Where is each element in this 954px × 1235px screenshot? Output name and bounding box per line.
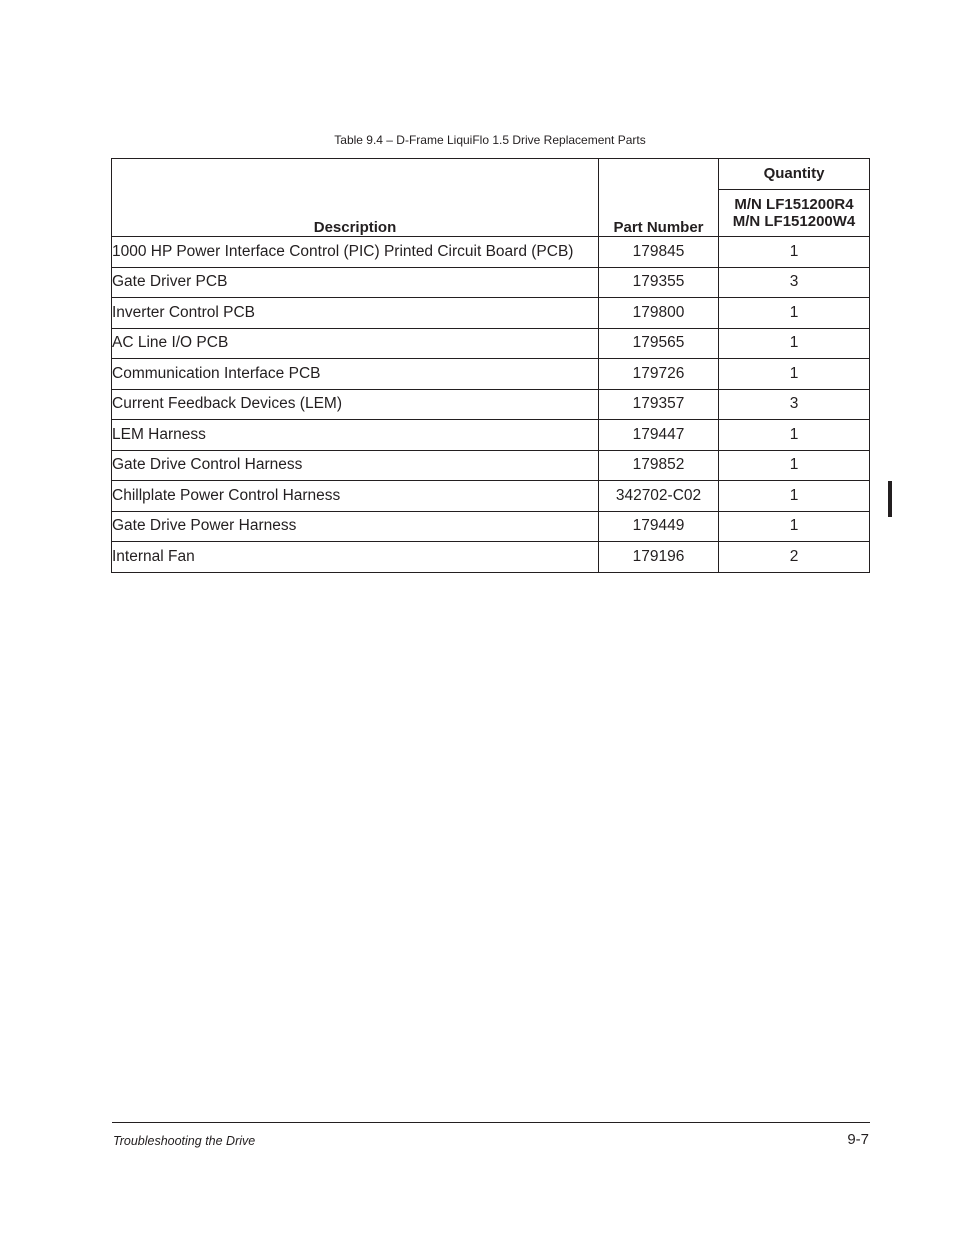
part-number-cell: 179447 bbox=[599, 420, 719, 451]
table-body bbox=[112, 237, 870, 573]
quantity-cell: 1 bbox=[719, 450, 870, 481]
part-number-cell: 179196 bbox=[599, 542, 719, 573]
table-row bbox=[112, 328, 870, 359]
page-number: 9-7 bbox=[847, 1131, 869, 1148]
part-number-cell: 179357 bbox=[599, 389, 719, 420]
quantity-cell: 1 bbox=[719, 511, 870, 542]
part-description-cell: LEM Harness bbox=[112, 420, 599, 451]
part-description-cell: Chillplate Power Control Harness bbox=[112, 481, 599, 512]
quantity-cell: 1 bbox=[719, 420, 870, 451]
table-row bbox=[112, 420, 870, 451]
table-header bbox=[112, 159, 870, 237]
model-number-w4: M/N LF151200W4 bbox=[732, 213, 856, 230]
part-description-cell: Communication Interface PCB bbox=[112, 359, 599, 390]
part-description-cell: AC Line I/O PCB bbox=[112, 328, 599, 359]
quantity-cell: 2 bbox=[719, 542, 870, 573]
replacement-parts-table bbox=[111, 158, 870, 573]
part-number-cell: 179800 bbox=[599, 298, 719, 329]
table-caption: Table 9.4 – D-Frame LiquiFlo 1.5 Drive Replacement Parts bbox=[334, 133, 646, 147]
footer-divider bbox=[112, 1122, 870, 1123]
part-number-cell: 179565 bbox=[599, 328, 719, 359]
part-description-cell: Internal Fan bbox=[112, 542, 599, 573]
quantity-cell: 1 bbox=[719, 481, 870, 512]
table-row bbox=[112, 267, 870, 298]
part-number-cell: 342702-C02 bbox=[599, 481, 719, 512]
quantity-cell: 1 bbox=[719, 328, 870, 359]
part-description-cell: Gate Drive Power Harness bbox=[112, 511, 599, 542]
header-quantity: Quantity bbox=[719, 159, 870, 190]
table-row bbox=[112, 298, 870, 329]
revision-change-bar bbox=[888, 481, 892, 517]
table-row bbox=[112, 511, 870, 542]
header-model-numbers bbox=[719, 190, 870, 237]
table-row bbox=[112, 359, 870, 390]
part-description-cell: Gate Drive Control Harness bbox=[112, 450, 599, 481]
quantity-cell: 1 bbox=[719, 237, 870, 268]
model-number-r4: M/N LF151200R4 bbox=[734, 195, 854, 213]
part-description-cell: Inverter Control PCB bbox=[112, 298, 599, 329]
header-description: Description bbox=[112, 159, 599, 237]
part-number-cell: 179852 bbox=[599, 450, 719, 481]
part-description-cell: 1000 HP Power Interface Control (PIC) Printed Circuit Board (PCB) bbox=[112, 237, 599, 268]
part-number-cell: 179845 bbox=[599, 237, 719, 268]
part-number-cell: 179355 bbox=[599, 267, 719, 298]
part-number-cell: 179449 bbox=[599, 511, 719, 542]
table-row bbox=[112, 450, 870, 481]
quantity-cell: 1 bbox=[719, 359, 870, 390]
quantity-cell: 3 bbox=[719, 267, 870, 298]
footer-section-title: Troubleshooting the Drive bbox=[113, 1134, 256, 1148]
quantity-cell: 3 bbox=[719, 389, 870, 420]
part-description-cell: Current Feedback Devices (LEM) bbox=[112, 389, 599, 420]
table-row bbox=[112, 542, 870, 573]
quantity-cell: 1 bbox=[719, 298, 870, 329]
table-row bbox=[112, 389, 870, 420]
header-part-number: Part Number bbox=[599, 159, 719, 237]
part-number-cell: 179726 bbox=[599, 359, 719, 390]
table-row bbox=[112, 237, 870, 268]
table-row bbox=[112, 481, 870, 512]
part-description-cell: Gate Driver PCB bbox=[112, 267, 599, 298]
